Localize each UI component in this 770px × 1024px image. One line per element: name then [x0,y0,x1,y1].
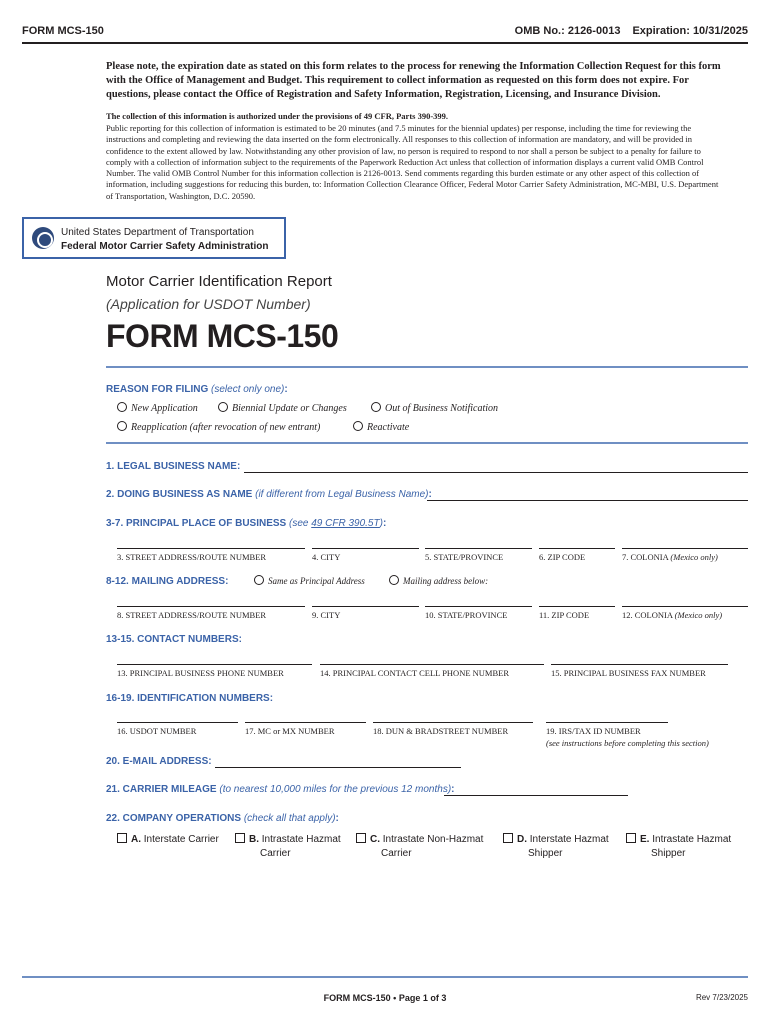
operation-interstate-hazmat-shipper[interactable] [503,833,609,861]
dot-seal-icon [32,227,54,249]
mailing-state-field[interactable] [425,606,532,607]
operation-label: Interstate Hazmat [529,834,609,845]
footer-rule [22,976,748,978]
dba-label [106,489,432,500]
radio-icon[interactable] [254,575,264,585]
option-label: New Application [131,403,198,414]
operation-intrastate-non-hazmat-carrier[interactable] [356,833,483,861]
operations-colon: : [335,813,339,824]
email-address-label: 20. E-MAIL ADDRESS: [106,756,212,767]
operation-label-2: Carrier [381,848,412,859]
header-form-id: FORM MCS-150 [22,25,104,37]
business-phone-field[interactable] [117,664,312,665]
option-label: Mailing address below: [403,576,489,586]
header-bar [22,22,748,44]
principal-colon: : [382,518,387,529]
colonia-caption-text: 7. COLONIA [622,552,671,562]
operation-letter: D. [517,834,527,845]
principal-label-text: 3-7. PRINCIPAL PLACE OF BUSINESS [106,518,287,529]
usdot-number-field[interactable] [117,722,238,723]
operation-label-2: Shipper [528,848,563,859]
mailing-city-field[interactable] [312,606,419,607]
radio-icon[interactable] [371,402,381,412]
burden-statement: Public reporting for this collection of information is estimated to be 20 minutes (and 7.5 minutes for the biennial updates) per response, including the time for reviewing the instructions and completing and reviewing the data inserted on the form electronically. All responses to this collection of information are mandatory, and will be provided in confidence to the extent allowed by law. Notwithstanding any other provision of law, no person is required to respond to nor shall a person be subject to a penalty for failure to comply with a collection of information subject to the requirements of the Paperwork Reduction Act unless that collection of information displays a current valid OMB Control Number. The valid OMB Control Number for this information collection is 2126-0013. Send comments regarding this burden estimate or any other aspect of this collection of information, including suggestions for reducing this burden, to: Information Collection Clearance Officer, Federal Motor Carrier Safety Administration, MC-MBI, U.S. Department of Transportation, Washington, D.C. 20590. [106,123,719,201]
mailing-address-label: 8-12. MAILING ADDRESS: [106,576,229,587]
principal-city-field[interactable] [312,548,419,549]
reason-option-reapplication[interactable] [117,421,320,433]
reason-option-reactivate[interactable] [353,421,409,433]
section-rule [106,442,748,444]
option-label: Reactivate [367,422,410,433]
principal-hint-close: ) [379,518,383,529]
checkbox-icon[interactable] [356,833,366,843]
revision-date: Rev 7/23/2025 [695,993,748,1002]
operation-label: Intrastate Non-Hazmat [382,834,484,845]
principal-street-field[interactable] [117,548,305,549]
reason-option-new-application[interactable] [117,402,198,414]
agency-administration: Federal Motor Carrier Safety Administration [61,241,269,252]
option-label: Out of Business Notification [385,403,499,414]
operations-hint: (check all that apply) [243,813,336,824]
usdot-number-caption: 16. USDOT NUMBER [117,726,197,736]
mailing-zip-field[interactable] [539,606,615,607]
radio-icon[interactable] [218,402,228,412]
fax-field[interactable] [551,664,728,665]
operation-label: Intrastate Hazmat [261,834,341,845]
carrier-mileage-label [106,784,455,795]
operation-intrastate-hazmat-carrier[interactable] [235,833,341,861]
mexico-only-note: (Mexico only) [670,552,718,562]
mc-mx-number-field[interactable] [245,722,366,723]
reason-label-text: REASON FOR FILING [106,384,209,395]
carrier-mileage-field[interactable] [444,795,628,796]
reason-colon: : [284,384,288,395]
legal-business-name-label: 1. LEGAL BUSINESS NAME: [106,461,241,472]
operation-letter: E. [640,834,650,845]
reason-hint: (select only one) [211,384,285,395]
operation-label: Interstate Carrier [143,834,219,845]
contact-numbers-label: 13-15. CONTACT NUMBERS: [106,634,242,645]
radio-icon[interactable] [117,421,127,431]
principal-hint [289,518,383,529]
report-subtitle: (Application for USDOT Number) [106,296,311,312]
reason-for-filing-label [106,384,288,395]
radio-icon[interactable] [117,402,127,412]
principal-colonia-field[interactable] [622,548,748,549]
option-label: Same as Principal Address [268,576,365,586]
operation-label-2: Shipper [651,848,686,859]
dun-bradstreet-field[interactable] [373,722,533,723]
mailing-city-caption: 9. CITY [312,610,341,620]
company-operations-label [106,813,339,824]
omb-number: OMB No.: 2126-0013 [514,25,621,37]
dba-label-text: 2. DOING BUSINESS AS NAME [106,489,253,500]
mailing-colonia-caption [622,610,722,620]
checkbox-icon[interactable] [503,833,513,843]
operation-intrastate-hazmat-shipper[interactable] [626,833,731,861]
mailing-zip-caption: 11. ZIP CODE [539,610,590,620]
mexico-only-note: (Mexico only) [674,610,723,620]
operation-label: Intrastate Hazmat [652,834,732,845]
mileage-hint: (to nearest 10,000 miles for the previous 12 months) [219,784,452,795]
mc-mx-number-caption: 17. MC or MX NUMBER [245,726,335,736]
agency-box [22,217,286,259]
cell-phone-caption: 14. PRINCIPAL CONTACT CELL PHONE NUMBER [320,668,510,678]
principal-colonia-caption [622,552,718,562]
cell-phone-field[interactable] [320,664,544,665]
expiration-date: Expiration: 10/31/2025 [632,25,748,37]
operation-interstate-carrier[interactable] [117,833,219,847]
reason-option-out-of-business[interactable] [371,402,498,414]
header-omb-info [515,25,748,37]
colonia-caption-text: 12. COLONIA [622,610,675,620]
mailing-below-option[interactable] [389,575,488,586]
option-label: Biennial Update or Changes [232,403,347,414]
operations-label-text: 22. COMPANY OPERATIONS [106,813,242,824]
irs-tax-id-caption: 19. IRS/TAX ID NUMBER [546,726,641,736]
irs-tax-id-field[interactable] [546,722,668,723]
mailing-street-caption: 8. STREET ADDRESS/ROUTE NUMBER [117,610,267,620]
dba-colon: : [428,489,432,500]
email-address-field[interactable] [215,767,461,768]
principal-zip-field[interactable] [539,548,615,549]
operation-letter: B. [249,834,259,845]
dun-bradstreet-caption: 18. DUN & BRADSTREET NUMBER [373,726,509,736]
irs-tax-id-note: (see instructions before completing this section) [546,738,709,748]
principal-state-caption: 5. STATE/PROVINCE [425,552,504,562]
principal-hint-text: (see [289,518,312,529]
mileage-label-text: 21. CARRIER MILEAGE [106,784,217,795]
principal-street-caption: 3. STREET ADDRESS/ROUTE NUMBER [117,552,267,562]
report-title: Motor Carrier Identification Report [106,273,332,290]
principal-place-label [106,518,386,529]
section-rule [106,366,748,368]
principal-state-field[interactable] [425,548,532,549]
principal-zip-caption: 6. ZIP CODE [539,552,586,562]
mailing-same-option[interactable] [254,575,365,586]
fax-caption: 15. PRINCIPAL BUSINESS FAX NUMBER [551,668,706,678]
mileage-colon: : [451,784,455,795]
legal-business-name-field[interactable] [244,472,748,473]
expiration-notice: Please note, the expiration date as stated on this form relates to the process for renewing the Information Collection Request for this form with the Office of Management and Budget. This requirement to collect information as requested on this form does not expire. For questions, please contact the Office of Registration and Safety Information, Registration, Licensing, and Insurance Division. [106,61,721,100]
operation-letter: C. [370,834,380,845]
page-indicator: FORM MCS-150 • Page 1 of 3 [323,993,447,1003]
collection-authority: The collection of this information is authorized under the provisions of 49 CFR, Parts 390-399. [106,111,449,121]
radio-icon[interactable] [389,575,399,585]
option-label: Reapplication (after revocation of new entrant) [131,422,321,433]
mailing-street-field[interactable] [117,606,305,607]
checkbox-icon[interactable] [235,833,245,843]
mailing-state-caption: 10. STATE/PROVINCE [425,610,508,620]
mailing-colonia-field[interactable] [622,606,748,607]
checkbox-icon[interactable] [117,833,127,843]
dba-field[interactable] [427,500,748,501]
radio-icon[interactable] [353,421,363,431]
cfr-link[interactable]: 49 CFR 390.5T [311,518,380,529]
identification-numbers-label: 16-19. IDENTIFICATION NUMBERS: [106,693,274,704]
checkbox-icon[interactable] [626,833,636,843]
principal-city-caption: 4. CITY [312,552,341,562]
dba-hint: (if different from Legal Business Name) [255,489,429,500]
form-title: FORM MCS-150 [106,318,339,354]
reason-option-biennial-update[interactable] [218,402,347,414]
business-phone-caption: 13. PRINCIPAL BUSINESS PHONE NUMBER [117,668,284,678]
agency-department: United States Department of Transportation [61,227,254,238]
operation-label-2: Carrier [260,848,291,859]
operation-letter: A. [131,834,141,845]
